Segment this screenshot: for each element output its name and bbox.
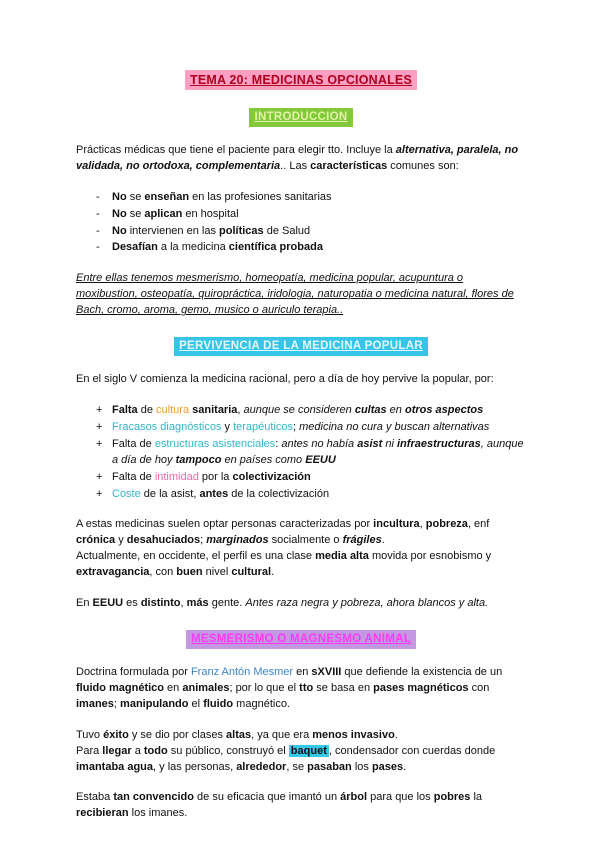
list-item-text: Fracasos diagnósticos y terapéuticos; medicina no cura y buscan alternativas xyxy=(112,420,490,433)
list-item xyxy=(96,224,526,240)
list-item-text: No intervienen en las políticas de Salud xyxy=(112,224,311,237)
list-item xyxy=(96,420,526,436)
section-heading-introduccion: INTRODUCCION xyxy=(249,108,352,127)
plus-marker: + xyxy=(96,470,103,483)
paragraph-eeuu: En EEUU es distinto, más gente. Antes raza negra y pobreza, ahora blancos y alta. xyxy=(76,597,489,610)
document-title: TEMA 20: MEDICINAS OPCIONALES xyxy=(185,70,417,90)
paragraph-entre-ellas: Entre ellas tenemos mesmerismo, homeopatía, medicina popular, acupuntura o moxibustion, osteopatía, quiropráctica, iridologia, naturopatia o medicina natural, flores de Bach, cromo, aroma, gemo, musico o auriculo terapia.. xyxy=(76,272,514,317)
paragraph-siglo: En el siglo V comienza la medicina racional, pero a día de hoy pervive la popular, por: xyxy=(76,372,494,385)
dash-marker: - xyxy=(96,207,100,220)
list-item-text: Falta de estructuras asistenciales: antes no había asist ni infraestructuras, aunque a día de hoy tampoco en países como EEUU xyxy=(112,437,524,466)
section-heading-mesmerismo: MESMERISMO O MAGNESMO ANIMAL xyxy=(186,630,416,649)
dash-marker: - xyxy=(96,190,100,203)
paragraph-practicas: Prácticas médicas que tiene el paciente para elegir tto. Incluye la alternativa, paralela, no validada, no ortodoxa, complementaria.. Las características comunes son: xyxy=(76,143,519,172)
paragraph-a-estas: A estas medicinas suelen optar personas caracterizadas por incultura, pobreza, enf crónica y desahuciados; marginados socialmente o frágiles. xyxy=(76,518,490,547)
heading-row-mesmerismo xyxy=(76,630,526,649)
list-item xyxy=(96,403,526,419)
plus-marker: + xyxy=(96,420,103,433)
plus-marker: + xyxy=(96,487,103,500)
list-item-text: Falta de intimidad por la colectivización xyxy=(112,470,311,483)
list-item xyxy=(96,190,526,206)
plus-marker: + xyxy=(96,403,103,416)
paragraph-doctrina: Doctrina formulada por Franz Antón Mesmer en sXVIII que defiende la existencia de un fluido magnético en animales; por lo que el tto se basa en pases magnéticos con imanes; manipulando el fluido magnético. xyxy=(76,665,503,710)
paragraph-actualmente: Actualmente, en occidente, el perfil es una clase media alta movida por esnobismo y extravagancia, con buen nivel cultural. xyxy=(76,550,492,579)
dash-list xyxy=(76,190,526,257)
paragraph-tuvo-exito: Tuvo éxito y se dio por clases altas, ya que era menos invasivo. xyxy=(76,728,398,741)
paragraph-group-baquet xyxy=(76,728,526,776)
heading-row-introduccion xyxy=(76,108,526,127)
list-item-text: No se enseñan en las profesiones sanitarias xyxy=(112,190,332,203)
heading-row-pervivencia xyxy=(76,337,526,356)
list-item xyxy=(96,207,526,223)
paragraph-group-perfil xyxy=(76,517,526,581)
list-item xyxy=(96,487,526,503)
section-heading-pervivencia: PERVIVENCIA DE LA MEDICINA POPULAR xyxy=(174,337,428,356)
list-item-text: Falta de cultura sanitaria, aunque se consideren cultas en otros aspectos xyxy=(112,403,484,416)
list-item-text: No se aplican en hospital xyxy=(112,207,239,220)
dash-marker: - xyxy=(96,224,100,237)
dash-marker: - xyxy=(96,241,100,254)
plus-list xyxy=(76,403,526,503)
plus-marker: + xyxy=(96,437,103,450)
list-item xyxy=(96,240,526,256)
list-item-text: Coste de la asist, antes de la colectivización xyxy=(112,487,330,500)
title-row xyxy=(76,70,526,90)
paragraph-para-llegar: Para llegar a todo su público, construyó el baquet , condensador con cuerdas donde imantaba agua, y las personas, alrededor, se pasaban los pases. xyxy=(76,744,496,773)
list-item xyxy=(96,437,526,469)
paragraph-arbol: Estaba tan convencido de su eficacia que imantó un árbol para que los pobres la recibieran los imanes. xyxy=(76,791,483,820)
list-item-text: Desafían a la medicina científica probada xyxy=(112,241,323,254)
list-item xyxy=(96,470,526,486)
